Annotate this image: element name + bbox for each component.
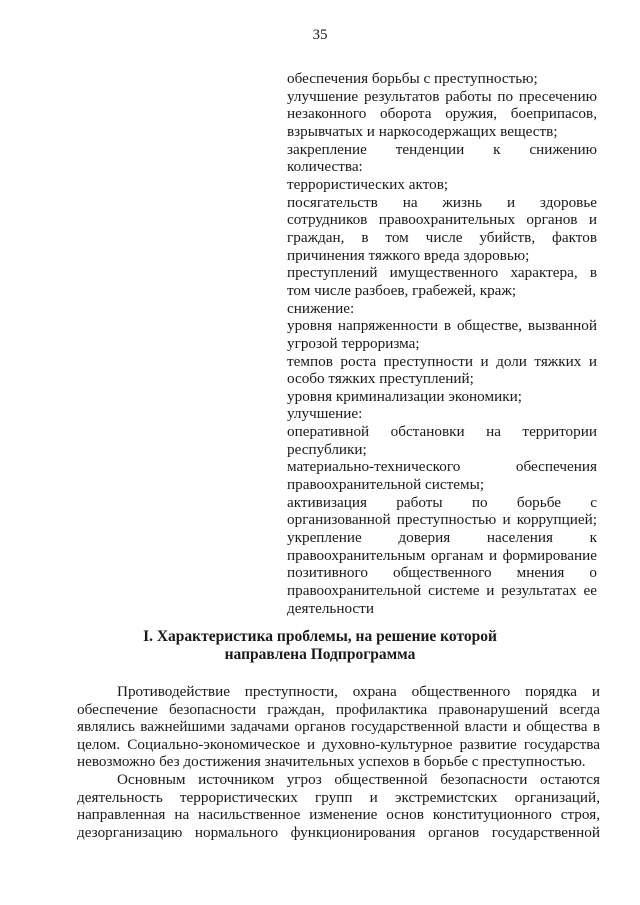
paragraph-line: являлись важнейшими задачами органов государственной власти и общества в (77, 718, 600, 736)
goals-line: правоохранительной системе и результатах ее (287, 582, 597, 600)
goals-line: том числе разбоев, грабежей, краж; (287, 281, 517, 299)
section-heading-line-1: I. Характеристика проблемы, на решение которой (143, 628, 497, 645)
goals-line: незаконного оборота оружия, боеприпасов, (287, 105, 597, 123)
goals-line: правоохранительной системы; (287, 476, 485, 494)
goals-line: позитивного общественного мнения о (287, 564, 597, 582)
page-number: 35 (312, 27, 328, 43)
goals-line: улучшение: (287, 405, 363, 423)
goals-line: правоохранительным органам и формирование (287, 546, 597, 564)
goals-line: активизация работы по борьбе с (287, 493, 597, 511)
goals-line: оперативной обстановки на территории (287, 423, 597, 441)
goals-line: граждан, в том числе убийств, фактов (287, 228, 597, 246)
goals-line: преступлений имущественного характера, в (287, 264, 597, 282)
goals-line: темпов роста преступности и доли тяжких и (287, 352, 597, 370)
goals-line: деятельности (287, 599, 374, 617)
paragraph-line: Основным источником угроз общественной безопасности остаются (117, 770, 600, 788)
goals-line: обеспечения борьбы с преступностью; (287, 70, 538, 87)
paragraph-line: направленная на насильственное изменение основ конституционного строя, (77, 806, 600, 824)
paragraph-line: дезорганизацию нормального функционирования органов государственной (77, 823, 600, 841)
goals-line: взрывчатых и наркосодержащих веществ; (287, 122, 558, 140)
goals-line: улучшение результатов работы по пресечению (287, 87, 597, 105)
goals-line: особо тяжких преступлений; (287, 370, 474, 388)
goals-line: угрозой терроризма; (287, 334, 420, 352)
body-paragraphs (77, 683, 600, 841)
goals-line: количества: (287, 158, 363, 176)
goals-line: республики; (287, 440, 367, 458)
goals-line: посягательств на жизнь и здоровье (287, 193, 597, 211)
goals-line: организованной преступностью и коррупцией; (287, 511, 597, 529)
section-heading (0, 628, 640, 664)
goals-line: закрепление тенденции к снижению (287, 140, 597, 158)
paragraph-line: Противодействие преступности, охрана общественного порядка и (117, 683, 600, 700)
goals-line: причинения тяжкого вреда здоровью; (287, 246, 530, 264)
paragraph-line: невозможно без достижения значительных успехов в борьбе с преступностью. (77, 753, 586, 771)
goals-line: террористических актов; (287, 175, 449, 193)
paragraph-line: целом. Социально-экономическое и духовно-культурное развитие государства (77, 735, 600, 753)
goals-list (287, 70, 597, 617)
goals-line: уровня криминализации экономики; (287, 387, 522, 405)
section-heading-line-2: направлена Подпрограмма (224, 646, 416, 663)
goals-line: снижение: (287, 299, 355, 317)
goals-line: уровня напряженности в обществе, вызванной (287, 317, 597, 335)
paragraph-line: обеспечение безопасности граждан, профилактика правонарушений всегда (77, 700, 600, 718)
paragraph-line: деятельность террористических групп и экстремистских организаций, (77, 788, 600, 806)
goals-line: сотрудников правоохранительных органов и (287, 211, 597, 229)
goals-line: укрепление доверия населения к (287, 529, 597, 547)
goals-line: материально-технического обеспечения (287, 458, 597, 476)
